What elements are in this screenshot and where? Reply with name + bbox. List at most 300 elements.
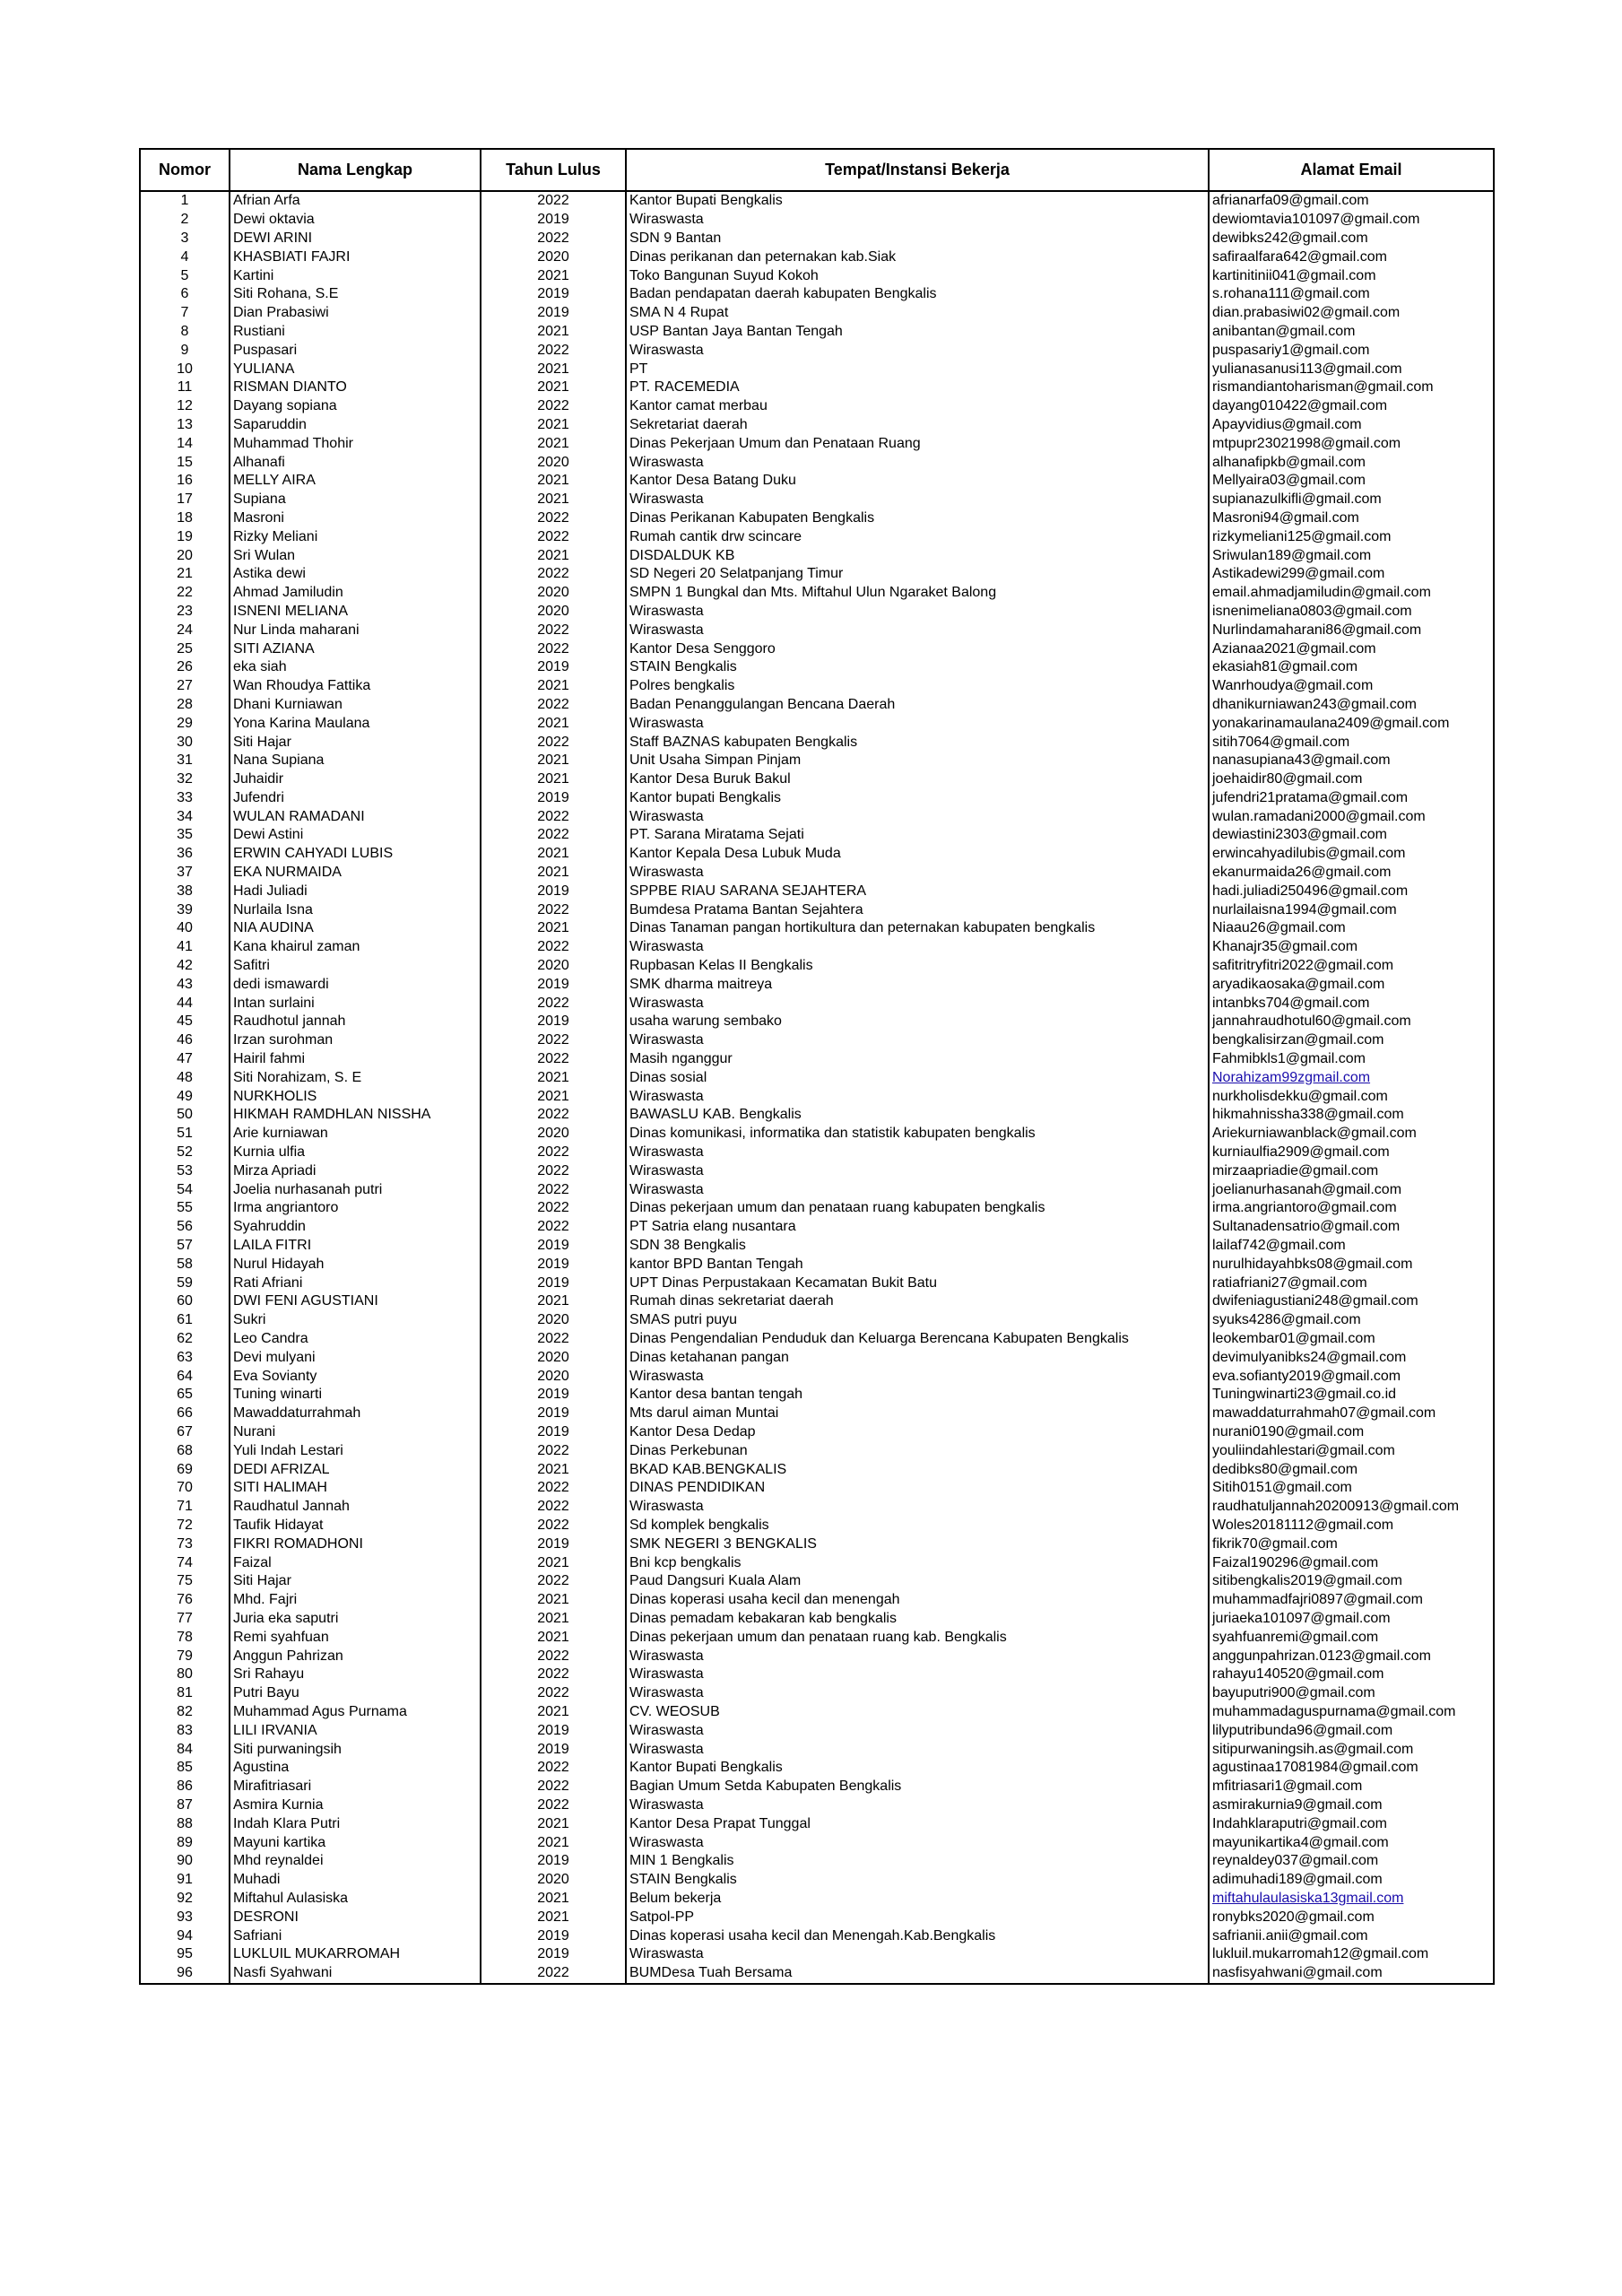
workplace: Dinas pekerjaan umum dan penataan ruang kab. Bengkalis (626, 1628, 1209, 1647)
full-name: Yuli Indah Lestari (230, 1441, 481, 1460)
row-number: 41 (140, 938, 230, 957)
email-address: mtpupr23021998@gmail.com (1209, 434, 1494, 453)
full-name: Dhani Kurniawan (230, 696, 481, 715)
full-name: ERWIN CAHYADI LUBIS (230, 845, 481, 864)
workplace: Wiraswasta (626, 1161, 1209, 1180)
row-number: 34 (140, 807, 230, 826)
full-name: Nur Linda maharani (230, 621, 481, 639)
email-address: alhanafipkb@gmail.com (1209, 453, 1494, 472)
column-header-email: Alamat Email (1209, 149, 1494, 191)
workplace: SMK NEGERI 3 BENGKALIS (626, 1535, 1209, 1553)
full-name: Muhammad Agus Purnama (230, 1703, 481, 1722)
email-address[interactable]: Norahizam99zgmail.com (1209, 1068, 1494, 1087)
graduation-year: 2021 (481, 1610, 626, 1629)
full-name: Arie kurniawan (230, 1125, 481, 1144)
table-row (140, 919, 1494, 938)
graduation-year: 2021 (481, 266, 626, 285)
row-number: 37 (140, 864, 230, 883)
full-name: Kana khairul zaman (230, 938, 481, 957)
workplace: Toko Bangunan Suyud Kokoh (626, 266, 1209, 285)
row-number: 48 (140, 1068, 230, 1087)
full-name: Siti purwaningsih (230, 1740, 481, 1759)
table-row (140, 1833, 1494, 1852)
row-number: 76 (140, 1591, 230, 1610)
table-row (140, 1180, 1494, 1199)
email-address: afrianarfa09@gmail.com (1209, 191, 1494, 211)
table-row (140, 807, 1494, 826)
graduation-year: 2022 (481, 733, 626, 752)
table-row (140, 900, 1494, 919)
full-name: Leo Candra (230, 1330, 481, 1349)
graduation-year: 2022 (481, 1050, 626, 1069)
table-row (140, 1292, 1494, 1311)
email-address: eva.sofianty2019@gmail.com (1209, 1367, 1494, 1386)
table-row (140, 864, 1494, 883)
email-address: syuks4286@gmail.com (1209, 1311, 1494, 1330)
graduation-year: 2021 (481, 1814, 626, 1833)
email-address: nurkholisdekku@gmail.com (1209, 1087, 1494, 1106)
full-name: DWI FENI AGUSTIANI (230, 1292, 481, 1311)
graduation-year: 2020 (481, 584, 626, 603)
table-row (140, 397, 1494, 416)
full-name: Mhd reynaldei (230, 1852, 481, 1871)
email-address: syahfuanremi@gmail.com (1209, 1628, 1494, 1647)
email-address: dewiomtavia101097@gmail.com (1209, 211, 1494, 230)
row-number: 86 (140, 1778, 230, 1796)
graduation-year: 2022 (481, 1479, 626, 1498)
workplace: PT Satria elang nusantara (626, 1218, 1209, 1237)
email-address: Sitih0151@gmail.com (1209, 1479, 1494, 1498)
row-number: 33 (140, 789, 230, 808)
email-address: puspasariy1@gmail.com (1209, 341, 1494, 360)
table-row (140, 565, 1494, 584)
workplace: Wiraswasta (626, 453, 1209, 472)
email-address: wulan.ramadani2000@gmail.com (1209, 807, 1494, 826)
graduation-year: 2020 (481, 1311, 626, 1330)
row-number: 60 (140, 1292, 230, 1311)
graduation-year: 2020 (481, 603, 626, 622)
workplace: Badan Penanggulangan Bencana Daerah (626, 696, 1209, 715)
graduation-year: 2022 (481, 621, 626, 639)
workplace: Wiraswasta (626, 1796, 1209, 1815)
graduation-year: 2022 (481, 994, 626, 1013)
table-row (140, 1087, 1494, 1106)
full-name: Remi syahfuan (230, 1628, 481, 1647)
graduation-year: 2021 (481, 378, 626, 397)
table-row (140, 1050, 1494, 1069)
graduation-year: 2021 (481, 864, 626, 883)
email-address: bayuputri900@gmail.com (1209, 1684, 1494, 1703)
email-address: email.ahmadjamiludin@gmail.com (1209, 584, 1494, 603)
email-address: joehaidir80@gmail.com (1209, 770, 1494, 789)
full-name: Asmira Kurnia (230, 1796, 481, 1815)
full-name: DESRONI (230, 1908, 481, 1926)
workplace: Wiraswasta (626, 1144, 1209, 1162)
row-number: 66 (140, 1405, 230, 1423)
table-row (140, 1441, 1494, 1460)
row-number: 88 (140, 1814, 230, 1833)
row-number: 22 (140, 584, 230, 603)
row-number: 35 (140, 826, 230, 845)
table-row (140, 1945, 1494, 1964)
table-row (140, 696, 1494, 715)
full-name: Faizal (230, 1553, 481, 1572)
workplace: SMA N 4 Rupat (626, 304, 1209, 323)
full-name: Yona Karina Maulana (230, 714, 481, 733)
full-name: Raudhotul jannah (230, 1013, 481, 1031)
graduation-year: 2019 (481, 1535, 626, 1553)
full-name: Ahmad Jamiludin (230, 584, 481, 603)
email-address: mfitriasari1@gmail.com (1209, 1778, 1494, 1796)
row-number: 68 (140, 1441, 230, 1460)
full-name: Mhd. Fajri (230, 1591, 481, 1610)
graduation-year: 2022 (481, 639, 626, 658)
email-address: erwincahyadilubis@gmail.com (1209, 845, 1494, 864)
row-number: 65 (140, 1386, 230, 1405)
table-row (140, 1572, 1494, 1591)
table-row (140, 845, 1494, 864)
table-row (140, 1778, 1494, 1796)
graduation-year: 2022 (481, 1031, 626, 1050)
graduation-year: 2019 (481, 1721, 626, 1740)
email-address: raudhatuljannah20200913@gmail.com (1209, 1498, 1494, 1517)
workplace: SDN 38 Bengkalis (626, 1237, 1209, 1256)
table-body (140, 191, 1494, 1984)
row-number: 59 (140, 1274, 230, 1292)
table-row (140, 285, 1494, 304)
full-name: Dewi Astini (230, 826, 481, 845)
email-address: asmirakurnia9@gmail.com (1209, 1796, 1494, 1815)
graduation-year: 2020 (481, 957, 626, 976)
table-row (140, 1144, 1494, 1162)
graduation-year: 2021 (481, 1087, 626, 1106)
row-number: 50 (140, 1106, 230, 1125)
table-row (140, 1647, 1494, 1665)
workplace: Wiraswasta (626, 1665, 1209, 1684)
graduation-year: 2020 (481, 248, 626, 266)
column-header-nama: Nama Lengkap (230, 149, 481, 191)
workplace: Wiraswasta (626, 1721, 1209, 1740)
graduation-year: 2019 (481, 1740, 626, 1759)
graduation-year: 2019 (481, 1274, 626, 1292)
graduation-year: 2020 (481, 1125, 626, 1144)
workplace: SD Negeri 20 Selatpanjang Timur (626, 565, 1209, 584)
table-row (140, 1591, 1494, 1610)
row-number: 55 (140, 1199, 230, 1218)
email-address[interactable]: miftahulaulasiska13gmail.com (1209, 1890, 1494, 1909)
graduation-year: 2019 (481, 211, 626, 230)
row-number: 23 (140, 603, 230, 622)
row-number: 94 (140, 1926, 230, 1945)
full-name: YULIANA (230, 360, 481, 378)
graduation-year: 2022 (481, 1330, 626, 1349)
graduation-year: 2021 (481, 1703, 626, 1722)
full-name: Anggun Pahrizan (230, 1647, 481, 1665)
email-address: leokembar01@gmail.com (1209, 1330, 1494, 1349)
graduation-year: 2019 (481, 658, 626, 677)
table-row (140, 1161, 1494, 1180)
full-name: Nurul Hidayah (230, 1255, 481, 1274)
full-name: Irma angriantoro (230, 1199, 481, 1218)
table-row (140, 416, 1494, 435)
table-row (140, 1740, 1494, 1759)
table-row (140, 658, 1494, 677)
full-name: Siti Hajar (230, 733, 481, 752)
workplace: Kantor Desa Batang Duku (626, 472, 1209, 491)
email-address: ronybks2020@gmail.com (1209, 1908, 1494, 1926)
workplace: Mts darul aiman Muntai (626, 1405, 1209, 1423)
row-number: 47 (140, 1050, 230, 1069)
graduation-year: 2022 (481, 1684, 626, 1703)
full-name: DEWI ARINI (230, 230, 481, 248)
graduation-year: 2021 (481, 919, 626, 938)
full-name: Nurani (230, 1423, 481, 1442)
workplace: Wiraswasta (626, 1945, 1209, 1964)
table-row (140, 211, 1494, 230)
table-row (140, 1796, 1494, 1815)
full-name: HIKMAH RAMDHLAN NISSHA (230, 1106, 481, 1125)
email-address: nurulhidayahbks08@gmail.com (1209, 1255, 1494, 1274)
email-address: Azianaa2021@gmail.com (1209, 639, 1494, 658)
full-name: Raudhatul Jannah (230, 1498, 481, 1517)
email-address: dwifeniagustiani248@gmail.com (1209, 1292, 1494, 1311)
email-address: muhammadfajri0897@gmail.com (1209, 1591, 1494, 1610)
graduation-year: 2021 (481, 360, 626, 378)
workplace: PT. RACEMEDIA (626, 378, 1209, 397)
table-row (140, 1068, 1494, 1087)
full-name: Hadi Juliadi (230, 882, 481, 900)
full-name: SITI HALIMAH (230, 1479, 481, 1498)
email-address: devimulyanibks24@gmail.com (1209, 1348, 1494, 1367)
email-address: dian.prabasiwi02@gmail.com (1209, 304, 1494, 323)
workplace: Rupbasan Kelas II Bengkalis (626, 957, 1209, 976)
table-row (140, 714, 1494, 733)
row-number: 5 (140, 266, 230, 285)
email-address: ekasiah81@gmail.com (1209, 658, 1494, 677)
full-name: Supiana (230, 491, 481, 509)
email-address: kartinitinii041@gmail.com (1209, 266, 1494, 285)
graduation-year: 2021 (481, 416, 626, 435)
graduation-year: 2019 (481, 1013, 626, 1031)
table-row (140, 1628, 1494, 1647)
full-name: NIA AUDINA (230, 919, 481, 938)
full-name: Taufik Hidayat (230, 1517, 481, 1535)
table-row (140, 1908, 1494, 1926)
workplace: Kantor Desa Buruk Bakul (626, 770, 1209, 789)
full-name: Miftahul Aulasiska (230, 1890, 481, 1909)
full-name: Mawaddaturrahmah (230, 1405, 481, 1423)
full-name: Juria eka saputri (230, 1610, 481, 1629)
full-name: Dewi oktavia (230, 211, 481, 230)
email-address: lukluil.mukarromah12@gmail.com (1209, 1945, 1494, 1964)
email-address: jufendri21pratama@gmail.com (1209, 789, 1494, 808)
email-address: mayunikartika4@gmail.com (1209, 1833, 1494, 1852)
workplace: STAIN Bengkalis (626, 1871, 1209, 1890)
graduation-year: 2021 (481, 1068, 626, 1087)
workplace: Wiraswasta (626, 864, 1209, 883)
full-name: Devi mulyani (230, 1348, 481, 1367)
table-row (140, 1964, 1494, 1984)
graduation-year: 2019 (481, 285, 626, 304)
full-name: Siti Rohana, S.E (230, 285, 481, 304)
table-row (140, 994, 1494, 1013)
table-row (140, 1553, 1494, 1572)
table-header-row (140, 149, 1494, 191)
table-row (140, 1199, 1494, 1218)
table-row (140, 826, 1494, 845)
row-number: 85 (140, 1759, 230, 1778)
table-row (140, 341, 1494, 360)
workplace: Paud Dangsuri Kuala Alam (626, 1572, 1209, 1591)
row-number: 93 (140, 1908, 230, 1926)
full-name: Eva Sovianty (230, 1367, 481, 1386)
full-name: Puspasari (230, 341, 481, 360)
row-number: 25 (140, 639, 230, 658)
graduation-year: 2021 (481, 1553, 626, 1572)
row-number: 39 (140, 900, 230, 919)
row-number: 69 (140, 1460, 230, 1479)
email-address: Niaau26@gmail.com (1209, 919, 1494, 938)
email-address: kurniaulfia2909@gmail.com (1209, 1144, 1494, 1162)
table-row (140, 1274, 1494, 1292)
graduation-year: 2022 (481, 1180, 626, 1199)
table-row (140, 733, 1494, 752)
table-row (140, 1405, 1494, 1423)
full-name: Dian Prabasiwi (230, 304, 481, 323)
row-number: 67 (140, 1423, 230, 1442)
row-number: 72 (140, 1517, 230, 1535)
graduation-year: 2022 (481, 565, 626, 584)
email-address: juriaeka101097@gmail.com (1209, 1610, 1494, 1629)
graduation-year: 2022 (481, 696, 626, 715)
workplace: Wiraswasta (626, 621, 1209, 639)
graduation-year: 2022 (481, 900, 626, 919)
workplace: Dinas koperasi usaha kecil dan Menengah.Kab.Bengkalis (626, 1926, 1209, 1945)
workplace: Wiraswasta (626, 1180, 1209, 1199)
workplace: SMAS putri puyu (626, 1311, 1209, 1330)
workplace: Masih nganggur (626, 1050, 1209, 1069)
row-number: 9 (140, 341, 230, 360)
full-name: Juhaidir (230, 770, 481, 789)
table-row (140, 1759, 1494, 1778)
workplace: Bagian Umum Setda Kabupaten Bengkalis (626, 1778, 1209, 1796)
workplace: Wiraswasta (626, 341, 1209, 360)
email-address: Indahklaraputri@gmail.com (1209, 1814, 1494, 1833)
email-address: fikrik70@gmail.com (1209, 1535, 1494, 1553)
email-address: mawaddaturrahmah07@gmail.com (1209, 1405, 1494, 1423)
workplace: Kantor Bupati Bengkalis (626, 191, 1209, 211)
email-address: dhanikurniawan243@gmail.com (1209, 696, 1494, 715)
row-number: 6 (140, 285, 230, 304)
table-row (140, 882, 1494, 900)
full-name: Safriani (230, 1926, 481, 1945)
table-row (140, 472, 1494, 491)
workplace: SDN 9 Bantan (626, 230, 1209, 248)
row-number: 70 (140, 1479, 230, 1498)
graduation-year: 2022 (481, 1218, 626, 1237)
email-address: hadi.juliadi250496@gmail.com (1209, 882, 1494, 900)
graduation-year: 2022 (481, 1441, 626, 1460)
graduation-year: 2021 (481, 1292, 626, 1311)
workplace: MIN 1 Bengkalis (626, 1852, 1209, 1871)
workplace: Kantor Kepala Desa Lubuk Muda (626, 845, 1209, 864)
graduation-year: 2021 (481, 472, 626, 491)
email-address: Tuningwinarti23@gmail.co.id (1209, 1386, 1494, 1405)
row-number: 13 (140, 416, 230, 435)
table-row (140, 1926, 1494, 1945)
table-row (140, 1517, 1494, 1535)
email-address: isnenimeliana0803@gmail.com (1209, 603, 1494, 622)
graduation-year: 2020 (481, 1871, 626, 1890)
email-address: nurlailaisna1994@gmail.com (1209, 900, 1494, 919)
table-row (140, 1348, 1494, 1367)
graduation-year: 2022 (481, 826, 626, 845)
table-row (140, 304, 1494, 323)
full-name: EKA NURMAIDA (230, 864, 481, 883)
workplace: Dinas komunikasi, informatika dan statistik kabupaten bengkalis (626, 1125, 1209, 1144)
workplace: Wiraswasta (626, 1367, 1209, 1386)
row-number: 12 (140, 397, 230, 416)
table-row (140, 546, 1494, 565)
row-number: 56 (140, 1218, 230, 1237)
workplace: SPPBE RIAU SARANA SEJAHTERA (626, 882, 1209, 900)
workplace: Wiraswasta (626, 994, 1209, 1013)
row-number: 10 (140, 360, 230, 378)
workplace: Sekretariat daerah (626, 416, 1209, 435)
email-address: aryadikaosaka@gmail.com (1209, 975, 1494, 994)
row-number: 52 (140, 1144, 230, 1162)
email-address: safitritryfitri2022@gmail.com (1209, 957, 1494, 976)
email-address: dedibks80@gmail.com (1209, 1460, 1494, 1479)
email-address: yulianasanusi113@gmail.com (1209, 360, 1494, 378)
table-row (140, 1721, 1494, 1740)
row-number: 74 (140, 1553, 230, 1572)
row-number: 26 (140, 658, 230, 677)
column-header-tempat: Tempat/Instansi Bekerja (626, 149, 1209, 191)
row-number: 16 (140, 472, 230, 491)
row-number: 64 (140, 1367, 230, 1386)
table-row (140, 509, 1494, 528)
row-number: 63 (140, 1348, 230, 1367)
row-number: 7 (140, 304, 230, 323)
workplace: Wiraswasta (626, 1647, 1209, 1665)
graduation-year: 2022 (481, 1161, 626, 1180)
email-address: youliindahlestari@gmail.com (1209, 1441, 1494, 1460)
workplace: Kantor Bupati Bengkalis (626, 1759, 1209, 1778)
graduation-year: 2022 (481, 509, 626, 528)
table-row (140, 527, 1494, 546)
column-header-tahun: Tahun Lulus (481, 149, 626, 191)
row-number: 45 (140, 1013, 230, 1031)
row-number: 75 (140, 1572, 230, 1591)
row-number: 83 (140, 1721, 230, 1740)
workplace: Wiraswasta (626, 807, 1209, 826)
row-number: 17 (140, 491, 230, 509)
graduation-year: 2021 (481, 1908, 626, 1926)
full-name: NURKHOLIS (230, 1087, 481, 1106)
row-number: 8 (140, 323, 230, 342)
workplace: USP Bantan Jaya Bantan Tengah (626, 323, 1209, 342)
graduation-year: 2021 (481, 1628, 626, 1647)
table-row (140, 1852, 1494, 1871)
row-number: 96 (140, 1964, 230, 1984)
table-row (140, 770, 1494, 789)
table-row (140, 1890, 1494, 1909)
graduation-year: 2021 (481, 434, 626, 453)
graduation-year: 2021 (481, 752, 626, 770)
table-row (140, 957, 1494, 976)
email-address: rahayu140520@gmail.com (1209, 1665, 1494, 1684)
